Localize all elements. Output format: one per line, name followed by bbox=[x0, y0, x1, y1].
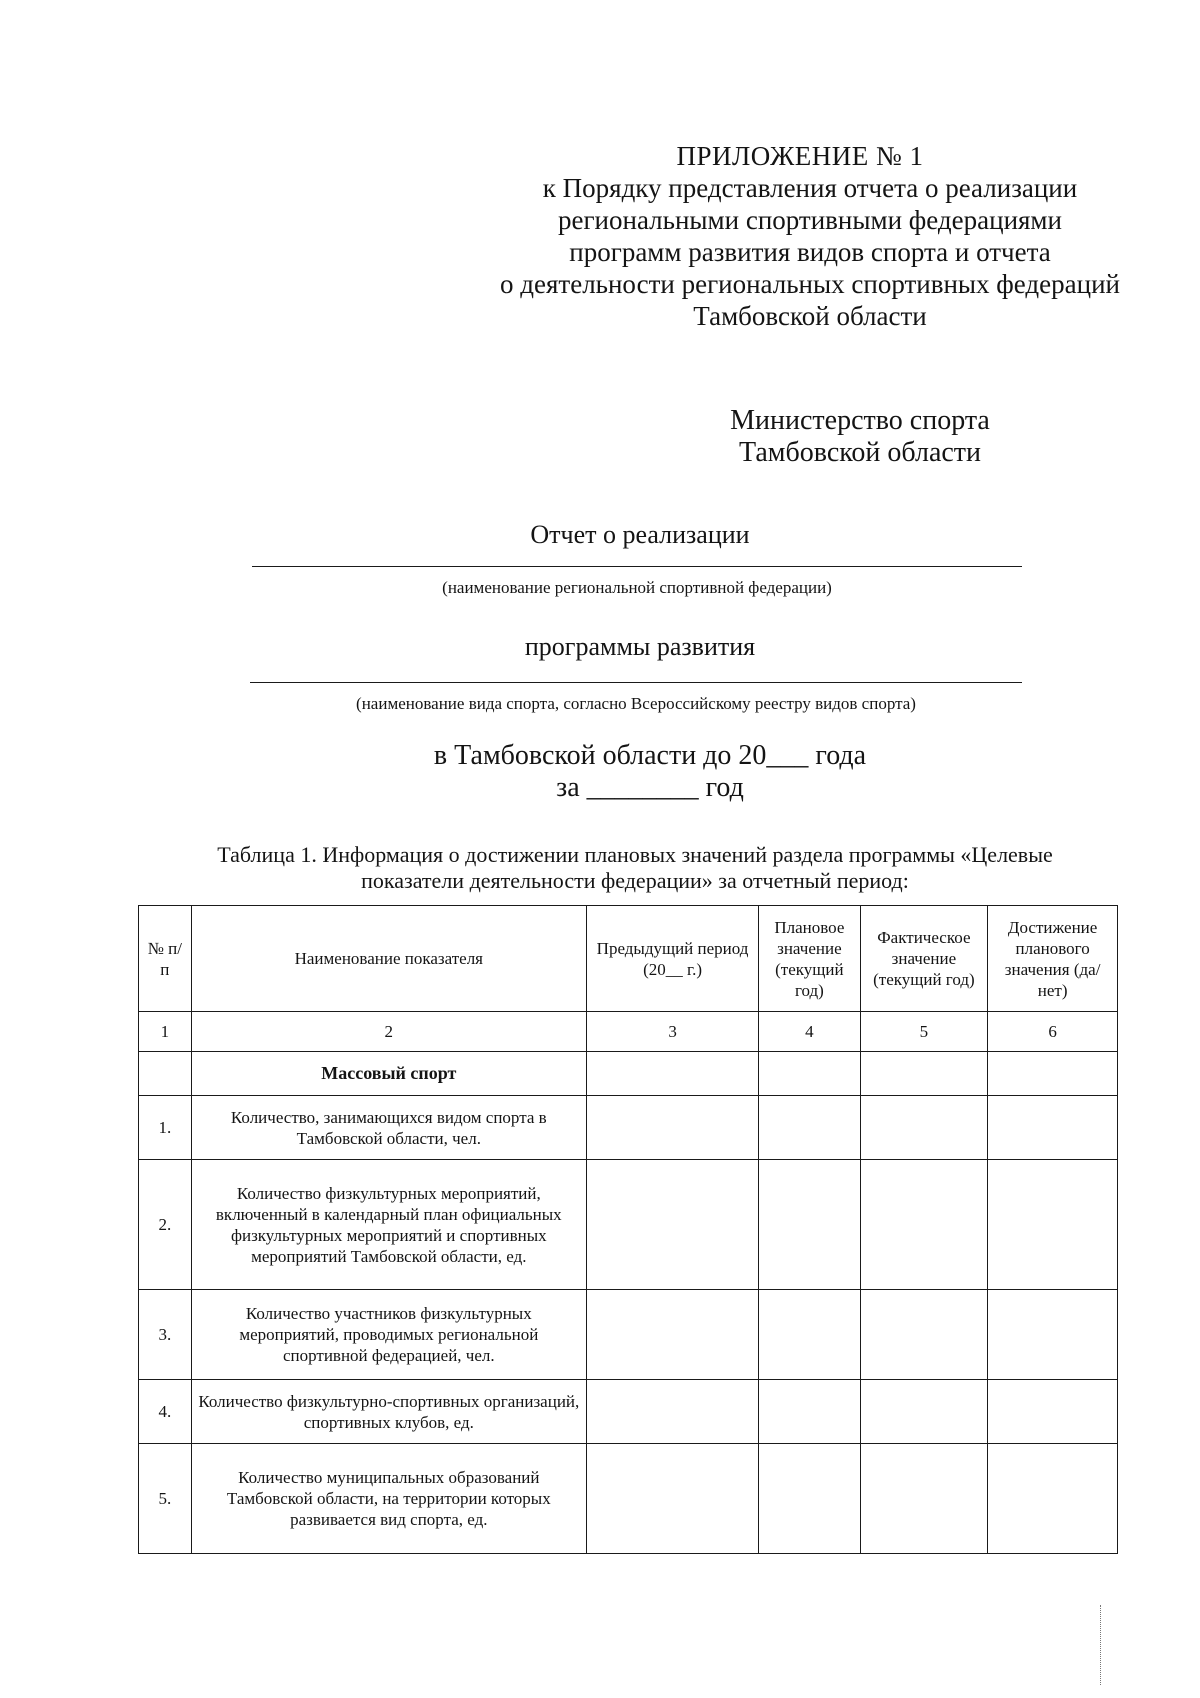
empty-cell bbox=[988, 1052, 1118, 1096]
addressee-block bbox=[700, 405, 1020, 469]
plan-value-cell[interactable] bbox=[759, 1290, 860, 1380]
indicator-name: Количество муниципальных образований Тамбовской области, на территории которых развивается вид спорта, ед. bbox=[191, 1444, 586, 1554]
row-number: 5. bbox=[139, 1444, 192, 1554]
empty-cell bbox=[759, 1052, 860, 1096]
appendix-line: о деятельности региональных спортивных федераций bbox=[500, 269, 1120, 299]
prev-value-cell[interactable] bbox=[586, 1380, 758, 1444]
plan-value-cell[interactable] bbox=[759, 1444, 860, 1554]
program-title: программы развития bbox=[524, 632, 756, 661]
appendix-line: программ развития видов спорта и отчета bbox=[569, 237, 1051, 267]
prev-value-cell[interactable] bbox=[586, 1096, 758, 1160]
fact-value-cell[interactable] bbox=[860, 1380, 988, 1444]
achieved-cell[interactable] bbox=[988, 1444, 1118, 1554]
header-num: № п/п bbox=[139, 906, 192, 1012]
appendix-line: к Порядку представления отчета о реализации bbox=[542, 173, 1078, 203]
fact-value-cell[interactable] bbox=[860, 1290, 988, 1380]
achieved-cell[interactable] bbox=[988, 1290, 1118, 1380]
indicator-name: Количество участников физкультурных мероприятий, проводимых региональной спортивной федерацией, чел. bbox=[191, 1290, 586, 1380]
appendix-heading: ПРИЛОЖЕНИЕ № 1 bbox=[676, 141, 924, 171]
plan-value-cell[interactable] bbox=[759, 1160, 860, 1290]
indicator-name: Количество физкультурно-спортивных организаций, спортивных клубов, ед. bbox=[191, 1380, 586, 1444]
fact-value-cell[interactable] bbox=[860, 1444, 988, 1554]
column-index: 2 bbox=[191, 1012, 586, 1052]
table-row bbox=[139, 1290, 1118, 1380]
header-name: Наименование показателя bbox=[191, 906, 586, 1012]
addressee-line: Тамбовской области bbox=[738, 437, 982, 468]
fact-value-cell[interactable] bbox=[860, 1160, 988, 1290]
column-index: 6 bbox=[988, 1012, 1118, 1052]
achieved-cell[interactable] bbox=[988, 1096, 1118, 1160]
report-title: Отчет о реализации bbox=[530, 520, 750, 549]
row-number: 1. bbox=[139, 1096, 192, 1160]
achieved-cell[interactable] bbox=[988, 1160, 1118, 1290]
header-plan: Плановое значение (текущий год) bbox=[759, 906, 860, 1012]
achieved-cell[interactable] bbox=[988, 1380, 1118, 1444]
indicator-name: Количество, занимающихся видом спорта в Тамбовской области, чел. bbox=[191, 1096, 586, 1160]
empty-cell bbox=[586, 1052, 758, 1096]
plan-value-cell[interactable] bbox=[759, 1380, 860, 1444]
section-title: Массовый спорт bbox=[191, 1052, 586, 1096]
addressee-line: Министерство спорта bbox=[730, 405, 990, 436]
sport-name-blank bbox=[250, 682, 1022, 683]
region-deadline-line: в Тамбовской области до 20___ года bbox=[433, 740, 867, 771]
column-index: 4 bbox=[759, 1012, 860, 1052]
section-row bbox=[139, 1052, 1118, 1096]
header-achieved: Достижение планового значения (да/нет) bbox=[988, 906, 1118, 1012]
scan-margin-marks bbox=[1100, 1605, 1111, 1685]
column-index: 3 bbox=[586, 1012, 758, 1052]
indicator-name: Количество физкультурных мероприятий, включенный в календарный план официальных физкультурных мероприятий и спортивных мероприятий Тамбовской области, ед. bbox=[191, 1160, 586, 1290]
column-index: 5 bbox=[860, 1012, 988, 1052]
appendix-block bbox=[470, 140, 1150, 332]
prev-value-cell[interactable] bbox=[586, 1444, 758, 1554]
table-row bbox=[139, 1444, 1118, 1554]
appendix-line: региональными спортивными федерациями bbox=[558, 205, 1062, 235]
header-prev: Предыдущий период (20__ г.) bbox=[586, 906, 758, 1012]
table-caption-line: показатели деятельности федерации» за отчетный период: bbox=[361, 868, 909, 893]
table-caption bbox=[160, 842, 1110, 894]
column-index: 1 bbox=[139, 1012, 192, 1052]
report-year-line: за ________ год bbox=[556, 772, 744, 803]
row-number: 2. bbox=[139, 1160, 192, 1290]
plan-value-cell[interactable] bbox=[759, 1096, 860, 1160]
indicators-table bbox=[138, 905, 1118, 1554]
column-index-row bbox=[139, 1012, 1118, 1052]
empty-cell bbox=[139, 1052, 192, 1096]
appendix-line: Тамбовской области bbox=[693, 301, 927, 331]
table-row bbox=[139, 1380, 1118, 1444]
empty-cell bbox=[860, 1052, 988, 1096]
row-number: 3. bbox=[139, 1290, 192, 1380]
row-number: 4. bbox=[139, 1380, 192, 1444]
table-caption-line: Таблица 1. Информация о достижении плановых значений раздела программы «Целевые bbox=[217, 842, 1053, 867]
table-header-row bbox=[139, 906, 1118, 1012]
federation-name-hint: (наименование региональной спортивной федерации) bbox=[442, 578, 832, 597]
prev-value-cell[interactable] bbox=[586, 1290, 758, 1380]
federation-name-blank bbox=[252, 566, 1022, 567]
prev-value-cell[interactable] bbox=[586, 1160, 758, 1290]
fact-value-cell[interactable] bbox=[860, 1096, 988, 1160]
table-row bbox=[139, 1096, 1118, 1160]
sport-name-hint: (наименование вида спорта, согласно Всероссийскому реестру видов спорта) bbox=[356, 694, 916, 713]
table-row bbox=[139, 1160, 1118, 1290]
period-block bbox=[300, 740, 1000, 804]
header-fact: Фактическое значение (текущий год) bbox=[860, 906, 988, 1012]
